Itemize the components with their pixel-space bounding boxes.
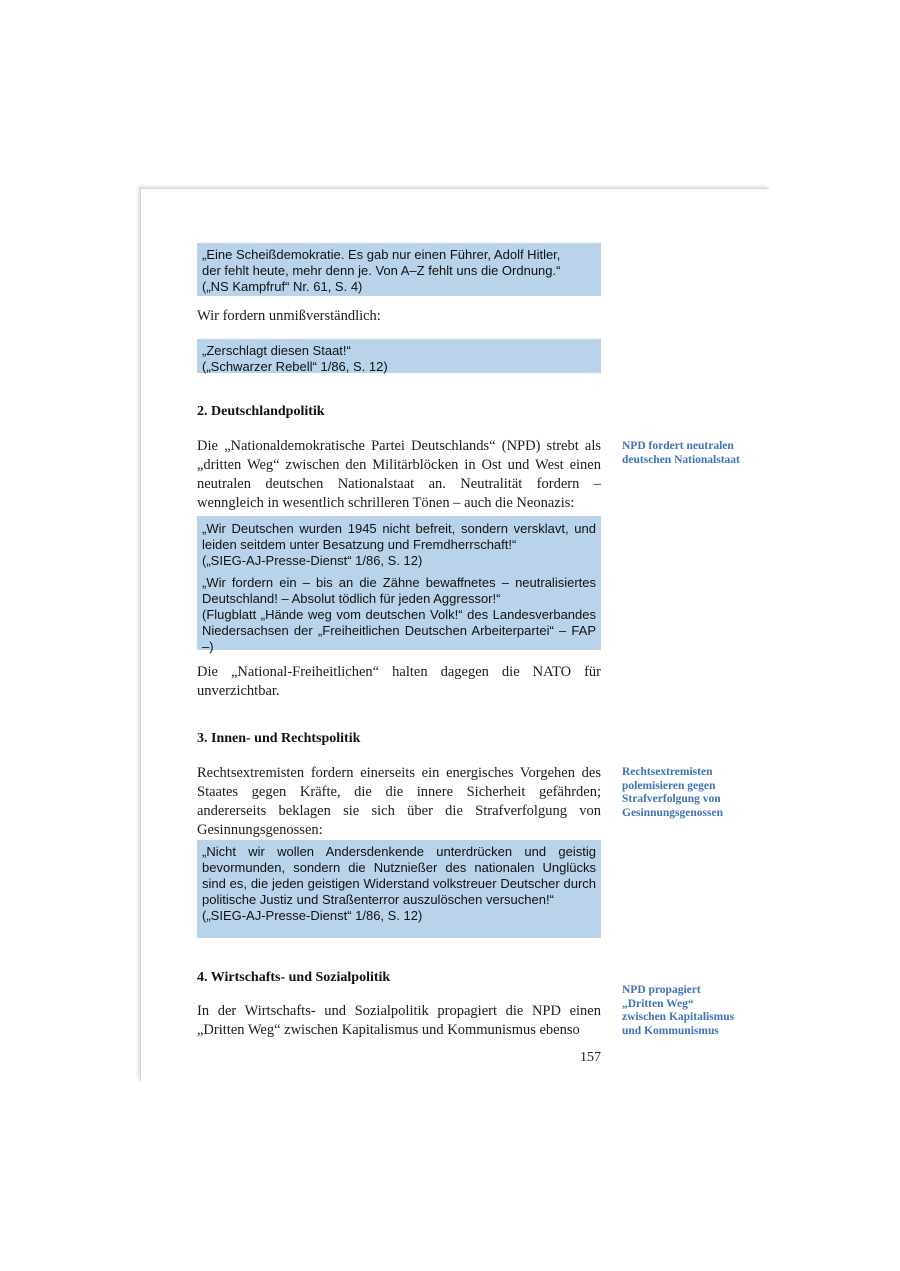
- body-paragraph: Wir fordern unmißverständlich:: [197, 308, 381, 324]
- margin-note: NPD propagiert „Dritten Weg“ zwischen Kapitalismus und Kommunismus: [622, 984, 735, 1037]
- quote-text: „Wir Deutschen wurden 1945 nicht befreit, sondern versklavt, und leiden seitdem unter Besatzung und Fremdherrschaft!“: [202, 521, 596, 552]
- margin-note: NPD fordert neutralen deutschen Nationalstaat: [622, 440, 740, 466]
- section-heading: 2. Deutschlandpolitik: [197, 404, 325, 419]
- quote-block-sieg-presse: [197, 840, 601, 938]
- quote-line: „Zerschlagt diesen Staat!“: [202, 343, 351, 358]
- quote-block-schwarzer-rebell: [197, 339, 601, 373]
- quote-text: „Wir fordern ein – bis an die Zähne bewaffnetes – neutralisiertes Deutschland! – Absolut tödlich für jeden Aggressor!“: [202, 575, 596, 606]
- page-number: 157: [580, 1050, 601, 1065]
- section-heading: 3. Innen- und Rechtspolitik: [197, 731, 361, 746]
- section-heading: 4. Wirtschafts- und Sozialpolitik: [197, 970, 391, 985]
- quote-line: der fehlt heute, mehr denn je. Von A–Z fehlt uns die Ordnung.“: [202, 263, 561, 278]
- quote-source: („NS Kampfruf“ Nr. 61, S. 4): [202, 279, 363, 294]
- quote-block-sieg-fap: [197, 516, 601, 654]
- body-paragraph: In der Wirtschafts- und Sozialpolitik propagiert die NPD einen „Dritten Weg“ zwischen Kapitalismus und Kommunismus ebenso: [197, 1003, 601, 1038]
- quote-source: („SIEG-AJ-Presse-Dienst“ 1/86, S. 12): [202, 553, 423, 568]
- body-paragraph: Die „Nationaldemokratische Partei Deutschlands“ (NPD) strebt als „dritten Weg“ zwischen den Militärblöcken in Ost und West einen neutralen deutschen Nationalstaat an. Neutralität fordern – wenngleich in wesentlich schrilleren Tönen – auch die Neonazis:: [197, 438, 601, 511]
- quote-source: („SIEG-AJ-Presse-Dienst“ 1/86, S. 12): [202, 908, 423, 923]
- body-paragraph: Die „National-Freiheitlichen“ halten dagegen die NATO für unverzichtbar.: [197, 664, 601, 699]
- quote-block-ns-kampfruf: [197, 243, 601, 296]
- body-paragraph: Rechtsextremisten fordern einerseits ein energisches Vorgehen des Staates gegen Kräfte, die die innere Sicherheit gefährden; andererseits beklagen sie sich über die Strafverfolgung von Gesinnungsgenossen:: [197, 765, 601, 838]
- quote-line: „Eine Scheißdemokratie. Es gab nur einen Führer, Adolf Hitler,: [202, 247, 561, 262]
- quote-source: („Schwarzer Rebell“ 1/86, S. 12): [202, 359, 388, 374]
- quote-text: „Nicht wir wollen Andersdenkende unterdrücken und geistig bevormunden, sondern die Nutznießer des nationalen Unglücks sind es, die jeden geistigen Widerstand volkstreuer Deutscher durch politische Justiz und Straßenterror auszulöschen versuchen!“: [202, 844, 596, 907]
- quote-source: (Flugblatt „Hände weg vom deutschen Volk!“ des Landesverbandes Niedersachsen der „Freiheitlichen Deutschen Arbeiterpartei“ – FAP –): [202, 607, 596, 654]
- margin-note: Rechtsextremisten polemisieren gegen Strafverfolgung von Gesinnungsgenossen: [622, 766, 723, 819]
